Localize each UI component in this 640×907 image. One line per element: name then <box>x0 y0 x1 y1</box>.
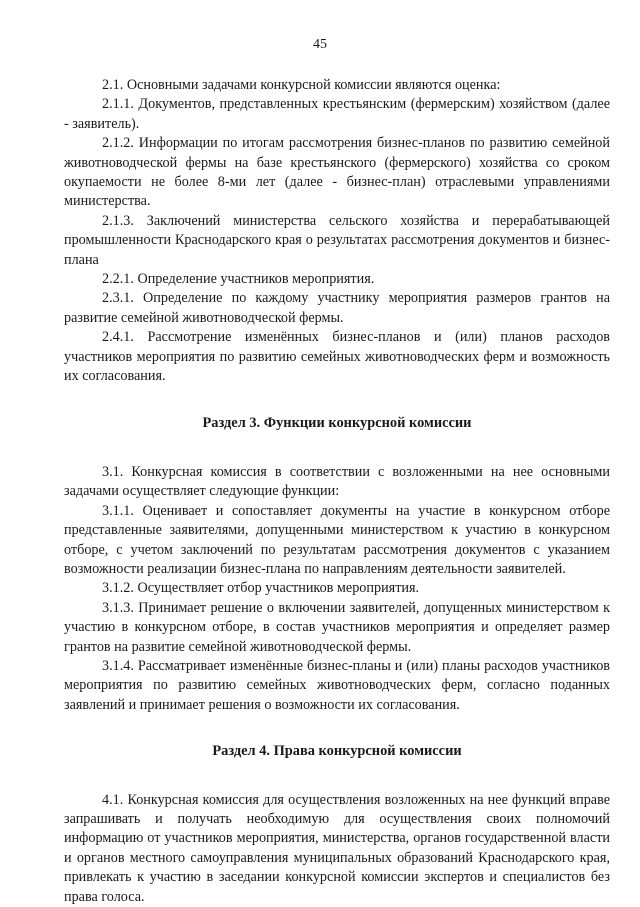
paragraph-3-1-4: 3.1.4. Рассматривает изменённые бизнес-планы и (или) планы расходов участников мероприятия по развитию семейных животноводческих ферм, согласно поданных заявлений и принимает решения о возможности их согласования. <box>64 657 610 713</box>
paragraph-2-4-1: 2.4.1. Рассмотрение изменённых бизнес-планов и (или) планов расходов участников мероприятия по развитию семейных животноводческих ферм и возможность их согласования. <box>64 329 610 385</box>
paragraph-2-1: 2.1. Основными задачами конкурсной комиссии являются оценка: <box>102 77 501 93</box>
page-number: 45 <box>313 37 327 52</box>
paragraph-3-1-3: 3.1.3. Принимает решение о включении заявителей, допущенных министерством к участию в конкурсном отборе, в состав участников мероприятия и определяет размер грантов на развитие семейной животноводческой фермы. <box>64 599 610 655</box>
paragraph-2-1-1: 2.1.1. Документов, представленных крестьянским (фермерским) хозяйством (далее - заявитель). <box>64 96 610 132</box>
paragraph-2-1-2: 2.1.2. Информации по итогам рассмотрения бизнес-планов по развитию семейной животноводческой фермы на базе крестьянского (фермерского) хозяйства со сроком окупаемости не более 8-ми лет (далее - бизнес-план) отраслевыми управлениями министерства. <box>64 135 610 210</box>
section-3-body <box>64 463 610 715</box>
paragraph-4-1: 4.1. Конкурсная комиссия для осуществления возложенных на нее функций вправе запрашивать и получать необходимую для осуществления своих полномочий информацию от участников мероприятия, министерства, органов государственной власти и органов местного самоуправления муниципальных образований Краснодарского края, привлекать к участию в заседании конкурсной комиссии экспертов и специалистов без права голоса. <box>64 791 610 905</box>
section-4-body <box>64 791 610 907</box>
paragraph-2-2-1: 2.2.1. Определение участников мероприятия. <box>102 271 375 288</box>
section-3-heading: Раздел 3. Функции конкурсной комиссии <box>202 414 472 431</box>
paragraph-3-1: 3.1. Конкурсная комиссия в соответствии с возложенными на нее основными задачами осуществляет следующие функции: <box>64 463 610 500</box>
paragraph-2-3-1: 2.3.1. Определение по каждому участнику мероприятия размеров грантов на развитие семейной животноводческой фермы. <box>64 290 610 326</box>
section-4-heading: Раздел 4. Права конкурсной комиссии <box>212 743 462 760</box>
paragraph-2-1-3: 2.1.3. Заключений министерства сельского хозяйства и перерабатывающей промышленности Краснодарского края о результатах рассмотрения документов и бизнес-плана <box>64 212 610 268</box>
document-body <box>64 76 610 907</box>
paragraph-3-1-2: 3.1.2. Осуществляет отбор участников мероприятия. <box>102 580 420 597</box>
tasks-list <box>64 76 610 387</box>
paragraph-3-1-1: 3.1.1. Оценивает и сопоставляет документы на участие в конкурсном отборе представленные заявителями, допущенными министерством к участию в конкурсном отборе, с учетом заключений по результатам рассмотрения документов с указанием возможности реализации бизнес-плана по направлениям деятельности заявителей. <box>64 502 610 577</box>
